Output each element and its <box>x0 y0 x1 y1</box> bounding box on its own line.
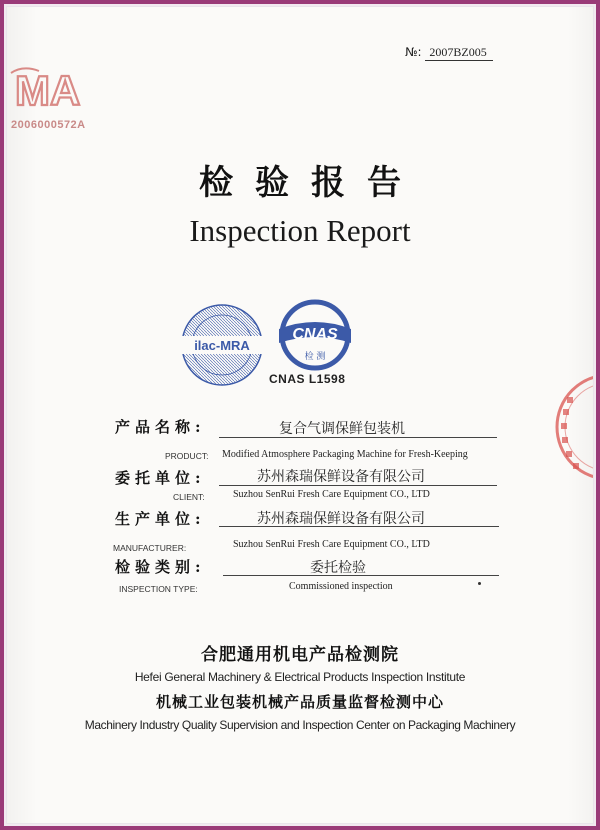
manufacturer-value-en: Suzhou SenRui Fresh Care Equipment CO., LTD <box>233 539 430 550</box>
ilac-mra-logo-icon <box>177 300 267 390</box>
report-number-label: №: <box>405 45 422 59</box>
manufacturer-label-cn: 生产单位: <box>115 510 206 528</box>
product-label-cn: 产品名称: <box>115 418 206 436</box>
ma-stamp-icon <box>9 63 105 145</box>
cnas-text: CNAS <box>292 326 338 343</box>
client-underline <box>219 485 497 486</box>
client-value-en: Suzhou SenRui Fresh Care Equipment CO., LTD <box>233 489 430 500</box>
ma-stamp-code: 2006000572A <box>11 119 86 131</box>
inspection-type-value-cn: 委托检验 <box>310 560 366 576</box>
client-label-cn: 委托单位: <box>115 469 206 487</box>
cnas-number: CNAS L1598 <box>269 372 346 386</box>
page-title-en: Inspection Report <box>189 213 411 248</box>
institute-name-cn: 合肥通用机电产品检测院 <box>201 645 399 665</box>
page-title-cn: 检验报告 <box>199 163 423 203</box>
inspection-type-label-cn: 检验类别: <box>115 558 206 576</box>
product-value-en: Modified Atmosphere Packaging Machine for Fresh-Keeping <box>222 449 468 460</box>
institute-name-en: Hefei General Machinery & Electrical Products Inspection Institute <box>134 670 466 684</box>
inspection-type-underline <box>223 575 499 576</box>
red-seal-icon <box>519 367 593 487</box>
cnas-cn-text: 检 测 <box>304 352 326 362</box>
inspection-type-value-en: Commissioned inspection <box>289 581 393 592</box>
ilac-text: ilac-MRA <box>194 338 250 353</box>
center-name-cn: 机械工业包装机械产品质量监督检测中心 <box>155 693 444 711</box>
stray-mark <box>478 582 481 585</box>
client-label-en: CLIENT: <box>173 492 205 502</box>
report-number <box>405 45 493 61</box>
product-label-en: PRODUCT: <box>165 451 209 461</box>
svg-text:MA: MA <box>15 67 81 114</box>
manufacturer-label-en: MANUFACTURER: <box>113 543 187 553</box>
manufacturer-value-cn: 苏州森瑞保鲜设备有限公司 <box>257 511 425 527</box>
product-underline <box>219 437 497 438</box>
report-cover <box>7 7 593 823</box>
report-number-value: 2007BZ005 <box>425 45 492 61</box>
product-value-cn: 复合气调保鲜包装机 <box>279 421 405 437</box>
client-value-cn: 苏州森瑞保鲜设备有限公司 <box>257 469 425 485</box>
inspection-type-label-en: INSPECTION TYPE: <box>119 584 198 594</box>
center-name-en: Machinery Industry Quality Supervision and Inspection Center on Packaging Machinery <box>84 718 516 732</box>
manufacturer-underline <box>219 526 499 527</box>
